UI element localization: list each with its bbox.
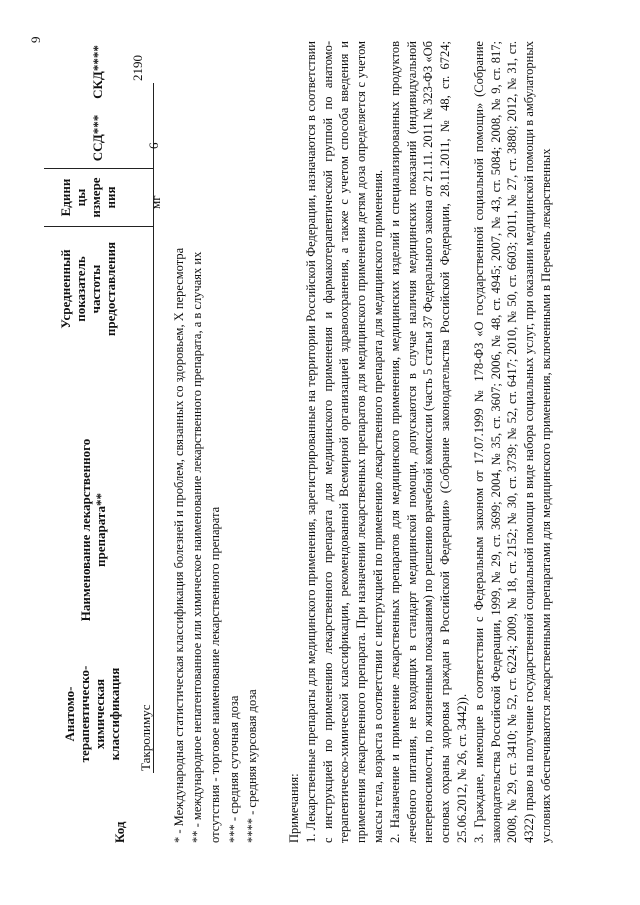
notes-title: Примечания: — [287, 773, 301, 843]
cell-ssd: 6 — [146, 142, 161, 149]
cell-drug-name: Такролимус — [138, 704, 153, 771]
note-paragraph-3: 3. Граждане, имеющие в соответствии с Федеральным законом от 17.07.1999 № 178-ФЗ «О государственной социальной помощи» (Собрание законодательства Российской Федерации, 1999, № 29, ст. 3699; 2004, № 35, ст. 3607; 2006, № 48, ст. 4945; 2007, № 43, ст. 5084; 2008, № 9, ст. 817; 2008, № 29, ст. 3410; № 52, ст. 6224; 2009, № 18, ст. 2152; № 30, ст. 3739; № 52, ст. 6417; 2010, № 50, ст. 6603; 2011, № 27, ст. 3880; 2012, № 31, ст. 4322) право на получение государственной социальной помощи в виде набора социальных услуг, при оказании медицинской помощи в амбулаторных условиях обеспечиваются лекарственными препаратами для медицинского применения, включенными в Перечень лекарственных — [471, 41, 553, 843]
column-divider — [44, 226, 154, 227]
page-number: 9 — [28, 36, 43, 43]
footnote-inn-cont: отсутствия - торговое наименование лекарственного препарата — [208, 506, 222, 843]
header-atc-classification: Анатомо- терапевтическо- химическая классификация — [62, 665, 122, 763]
note-paragraph-2: 2. Назначение и применение лекарственных препаратов для медицинского применения, медицинских изделий и специализированных продуктов лечебного питания, не входящих в стандарт медицинской помощи, допускаются в случае наличия медицинских показаний (индивидуальной непереносимости, по жизненным показаниям) по решению врачебной комиссии (часть 5 статьи 37 Федерального закона от 21.11. 2011 № 323-ФЗ «Об основах охраны здоровья граждан в Российской Федерации» (Собрание законодательства Российской Федерации, 28.11.2011, № 48, ст. 6724; 25.06.2012, № 26, ст. 3442)). — [387, 41, 469, 843]
header-skd: СКД**** — [90, 45, 105, 99]
column-divider — [44, 168, 154, 169]
header-drug-name: Наименование лекарственного препарата** — [78, 438, 108, 622]
notes-section — [286, 41, 555, 843]
footnote-ssd: *** - средняя суточная доза — [227, 695, 241, 843]
header-ssd: ССД*** — [90, 114, 105, 162]
table-row-divider — [153, 83, 154, 773]
footnote-icd: * - Международная статистическая классификация болезней и проблем, связанных со здоровьем, X пересмотра — [172, 247, 186, 843]
note-paragraph-1: 1. Лекарственные препараты для медицинского применения, зарегистрированные на территории Российской Федерации, назначаются в соответствии с инструкцией по применению лекарственного препарата для медицинского применения и фармакотерапевтической группой по анатомо-терапевтическо-химической классификации, рекомендованной Всемирной организацией здравоохранения, а также с учетом способа введения и применения лекарственного препарата. При назначении лекарственных препаратов для медицинского применения детям доза определяется с учетом массы тела, возраста в соответствии с инструкцией по применению лекарственного препарата для медицинского применения. — [303, 41, 385, 843]
footnote-skd: **** - средняя курсовая доза — [245, 689, 259, 843]
header-units: Едини цы измере ния — [58, 177, 118, 218]
footnote-inn: ** - международное непатентованное или химическое наименование лекарственного препарата, а в случаях их — [190, 251, 204, 843]
header-code: Код — [112, 821, 127, 843]
cell-skd: 2190 — [130, 55, 145, 81]
cell-unit: мг — [148, 195, 163, 209]
header-frequency: Усредненный показатель частоты предоставления — [58, 241, 118, 337]
